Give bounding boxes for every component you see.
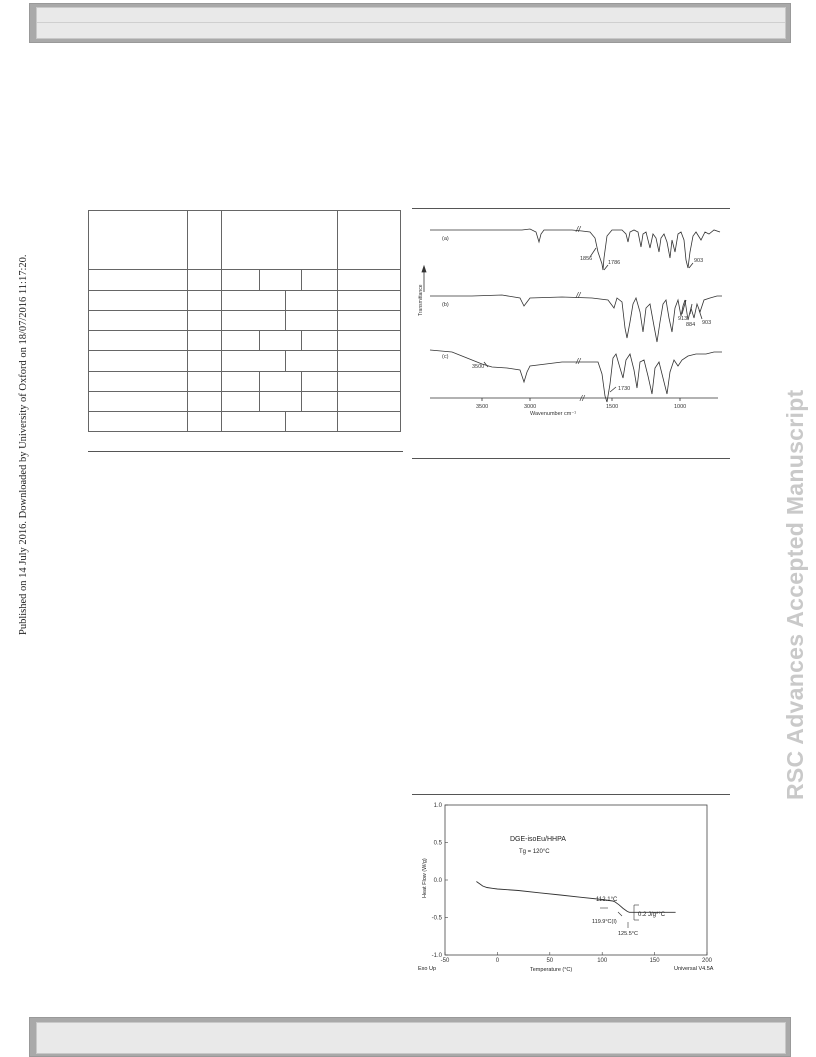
table-bottom-rule [88, 451, 403, 452]
ftir-ylabel: Transmittance [418, 284, 424, 316]
ftir-tick-3000: 3000 [524, 404, 537, 410]
dsc-ytick-label: 0.0 [433, 878, 442, 884]
dsc-ytick-label: -0.5 [431, 915, 442, 922]
dsc-plot-frame [445, 805, 707, 955]
ftir-ann-884: 884 [686, 322, 696, 328]
dsc-xlabel: Temperature (°C) [530, 967, 573, 973]
dsc-figure [412, 798, 730, 976]
ftir-tick-1000: 1000 [674, 404, 687, 410]
figure-bottom-rule [412, 458, 730, 459]
dsc-xtick-label: 100 [597, 958, 608, 964]
dsc-title: DGE-isoEu/HHPA [510, 836, 566, 843]
ftir-ann-913: 913 [678, 316, 688, 322]
ftir-label-a: (a) [442, 236, 449, 242]
page-header-inner [36, 7, 786, 39]
ftir-figure [412, 212, 730, 417]
page-footer-inner [36, 1022, 786, 1054]
ftir-trace-a [430, 229, 720, 270]
accepted-manuscript-watermark: RSC Advances Accepted Manuscript [782, 389, 808, 800]
ftir-break-axis: // [580, 394, 585, 403]
header-divider [37, 22, 785, 23]
dsc-xtick-label: 200 [701, 958, 713, 964]
dsc-xtick-label: 50 [546, 958, 554, 964]
ftir-xlabel: Wavenumber cm⁻¹ [530, 411, 577, 417]
dsc-chart [412, 798, 730, 976]
dsc-subtitle: Tg = 120°C [519, 849, 550, 855]
publication-notice: Published on 14 July 2016. Downloaded by University of Oxford on 18/07/2016 11:17:20. [18, 254, 29, 635]
dsc-universal: Universal V4.5A [674, 966, 714, 972]
dsc-ytick-label: 1.0 [433, 803, 442, 809]
ftir-ann-1856: 1856 [580, 256, 593, 262]
dsc-ytick-label: -1.0 [431, 953, 442, 959]
table-grid [88, 210, 401, 432]
ftir-break-c: // [576, 357, 581, 366]
ftir-ann-3500: 3500 [472, 364, 485, 370]
page-header-bar [29, 3, 791, 43]
dsc-ylabel: Heat Flow (W/g) [422, 858, 428, 898]
dsc-xtick-label: -50 [440, 958, 450, 964]
ftir-label-c: (c) [442, 354, 449, 360]
page-footer-bar [29, 1017, 791, 1057]
ftir-break-a: // [576, 225, 581, 234]
ftir-break-b: // [576, 291, 581, 300]
ftir-ann-b903: 903 [702, 320, 712, 326]
ftir-label-b: (b) [442, 302, 449, 308]
dsc-ann-end: 125.5°C [618, 931, 638, 937]
ftir-ann-1730: 1730 [618, 386, 631, 392]
figure-top-rule [412, 208, 730, 209]
dsc-exo-up: Exo Up [418, 966, 437, 972]
ftir-svg [412, 212, 730, 417]
ftir-tick-1500: 1500 [606, 404, 619, 410]
dsc-mid-leader [618, 912, 622, 916]
ftir-ann-a903: 903 [694, 258, 704, 264]
ftir-ann-1786: 1786 [608, 260, 621, 266]
dsc-ann-cp: 0.2 J/g*°C [638, 912, 666, 918]
dsc-xtick-label: 150 [649, 958, 660, 964]
dsc-curve [476, 882, 675, 913]
dsc-ann-mid: 119.9°C(I) [592, 919, 617, 925]
ftir-tick-3500: 3500 [476, 404, 489, 410]
dsc-ann-onset: 112.1°C [596, 897, 618, 903]
dsc-ytick-label: 0.5 [433, 840, 442, 847]
dsc-xtick-label: 0 [495, 958, 500, 964]
dsc-top-rule [412, 794, 730, 795]
